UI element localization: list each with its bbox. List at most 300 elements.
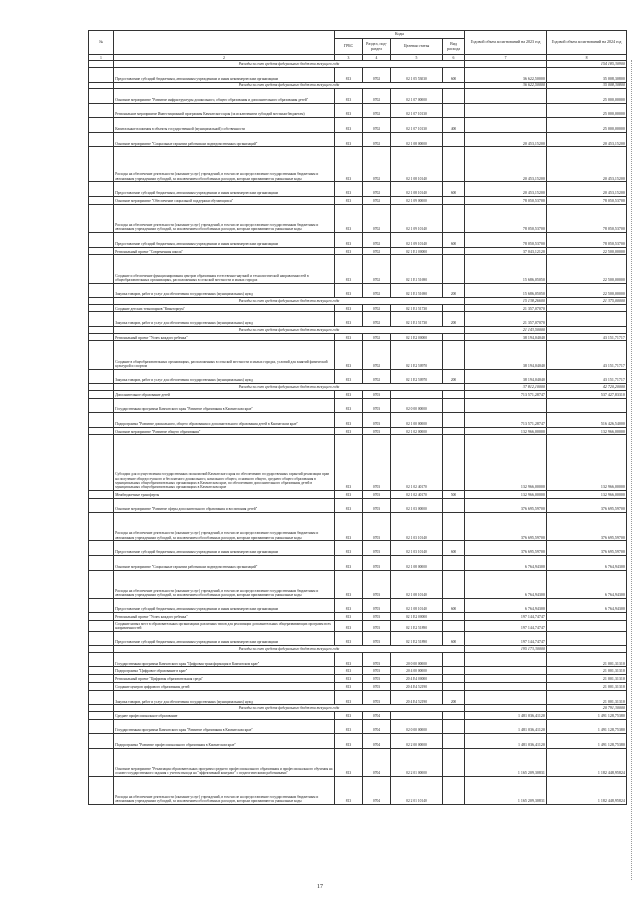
section-cell: 0703: [363, 690, 391, 705]
amount-2024-cell: [547, 327, 627, 334]
table-row: [89, 398, 627, 413]
target-article-cell: 02 1 08 00000: [391, 555, 443, 570]
grbs-cell: 813: [335, 196, 363, 204]
expense-kind-cell: [443, 777, 465, 805]
row-number-cell: [89, 490, 114, 498]
row-description: Расходы на обеспечение деятельности (оказание услуг) учреждений, в том числе на предоставление государственным бюджетным и автономным учреждениям субсидий, за исключением обособленных расходов, которым присваиваются уникальные коды: [114, 147, 335, 182]
target-article-cell: 02 0 00 00000: [391, 719, 443, 734]
row-number-cell: [89, 570, 114, 598]
amount-2023-cell: 38 194,04040: [465, 333, 547, 341]
table-row: [89, 204, 627, 232]
table-subtotal-row: [89, 327, 627, 334]
row-description: Основное мероприятие "Реализация образовательных программ среднего профессионального образования и профессионального обучения на основе государственного задания с учетом выхода на "эффективный контракт" с педагогическими работниками": [114, 748, 335, 776]
amount-2023-cell: 132 966,00000: [465, 490, 547, 498]
column-number: 5: [391, 55, 443, 61]
amount-2023-cell: 38 194,04040: [465, 341, 547, 369]
row-description: Предоставление субсидий бюджетным, автономным учреждениям и иным некоммерческим организациям: [114, 541, 335, 556]
expense-kind-cell: [443, 304, 465, 312]
target-article-cell: 02 1 E1 00000: [391, 247, 443, 255]
expense-kind-cell: [443, 333, 465, 341]
row-number-cell: [89, 427, 114, 435]
amount-2024-cell: 20 453,15200: [547, 182, 627, 197]
amount-2023-cell: [465, 705, 547, 712]
table-row: [89, 435, 627, 490]
section-cell: 0702: [363, 147, 391, 182]
target-article-cell: [391, 390, 443, 398]
table-subtotal-row: [89, 384, 627, 391]
target-article-cell: 02 0 00 00000: [391, 398, 443, 413]
header-vol-2024: Годовой объем ассигнований на 2024 год: [547, 31, 627, 55]
target-article-cell: 02 1 E2 00000: [391, 333, 443, 341]
section-cell: 0703: [363, 675, 391, 683]
amount-2024-cell: 1 182 448,95824: [547, 748, 627, 776]
row-number-cell: [89, 147, 114, 182]
section-cell: 0704: [363, 748, 391, 776]
amount-2023-cell: 1 165 209,30831: [465, 748, 547, 776]
target-article-cell: 02 2 01 10140: [391, 777, 443, 805]
row-number-cell: [89, 82, 114, 89]
amount-2023-cell: 1 165 209,30831: [465, 777, 547, 805]
grbs-cell: 813: [335, 118, 363, 133]
row-number-cell: [89, 333, 114, 341]
amount-2024-cell: 21 001,31310: [547, 667, 627, 675]
table-row: [89, 304, 627, 312]
row-description: Закупка товаров, работ и услуг для обеспечения государственных (муниципальных) нужд: [114, 312, 335, 327]
expense-kind-cell: [443, 398, 465, 413]
target-article-cell: 02 1 08 00000: [391, 132, 443, 147]
grbs-cell: 813: [335, 435, 363, 490]
header-vol-2023: Годовой объем ассигнований на 2023 год: [465, 31, 547, 55]
grbs-cell: 813: [335, 555, 363, 570]
grbs-cell: 813: [335, 498, 363, 513]
amount-2024-cell: 132 966,00000: [547, 490, 627, 498]
grbs-cell: 813: [335, 255, 363, 283]
row-description: Создание детских технопарков "Кванториум": [114, 304, 335, 312]
amount-2023-cell: 1 481 036,41120: [465, 711, 547, 719]
amount-2023-cell: [465, 690, 547, 705]
amount-2023-cell: 6 764,94300: [465, 555, 547, 570]
expense-kind-cell: [443, 413, 465, 428]
table-row: [89, 341, 627, 369]
section-cell: 0702: [363, 204, 391, 232]
section-cell: 0702: [363, 312, 391, 327]
grbs-cell: 813: [335, 89, 363, 104]
amount-2023-cell: 78 050,53700: [465, 196, 547, 204]
row-number-cell: [89, 555, 114, 570]
table-row: [89, 690, 627, 705]
amount-2024-cell: 1 491 128,75380: [547, 711, 627, 719]
section-cell: 0703: [363, 513, 391, 541]
amount-2023-cell: [465, 675, 547, 683]
row-number-cell: [89, 513, 114, 541]
amount-2024-cell: 376 695,59700: [547, 498, 627, 513]
grbs-cell: 813: [335, 67, 363, 82]
row-description: Субсидии для осуществления государственных полномочий Камчатского края по обеспечению государственных гарантий реализации прав на получение общедоступного и бесплатного дошкольного, начального общего, основного общего, среднего общего образования в муниципальных общеобразовательных организациях в Камчатском крае, по обеспечению дополнительного образования детей в муниципальных общеобразовательных организациях в Камчатском крае: [114, 435, 335, 490]
expense-kind-cell: [443, 390, 465, 398]
section-cell: 0703: [363, 498, 391, 513]
expense-kind-cell: [443, 711, 465, 719]
table-row: [89, 103, 627, 118]
target-article-cell: 02 1 07 00000: [391, 89, 443, 104]
amount-2023-cell: 132 966,00000: [465, 427, 547, 435]
expense-kind-cell: [443, 555, 465, 570]
target-article-cell: 02 1 09 10140: [391, 204, 443, 232]
table-subtotal-row: [89, 82, 627, 89]
row-description: Расходы на обеспечение деятельности (оказание услуг) учреждений, в том числе на предоставление государственным бюджетным и автономным учреждениям субсидий, за исключением обособленных расходов, которым присваиваются уникальные коды: [114, 204, 335, 232]
section-cell: 0703: [363, 427, 391, 435]
table-row: [89, 232, 627, 247]
row-number-cell: [89, 298, 114, 305]
section-cell: 0703: [363, 631, 391, 646]
amount-2024-cell: [547, 613, 627, 621]
table-subtotal-row: [89, 298, 627, 305]
row-description: Подпрограмма "Цифровое образование в крае": [114, 667, 335, 675]
expense-kind-cell: 600: [443, 67, 465, 82]
expense-kind-cell: 200: [443, 690, 465, 705]
expense-kind-cell: 200: [443, 283, 465, 298]
row-number-cell: [89, 118, 114, 133]
expense-kind-cell: 500: [443, 490, 465, 498]
row-number-cell: [89, 67, 114, 82]
target-article-cell: 02 1 E1 51730: [391, 304, 443, 312]
row-description: Предоставление субсидий бюджетным, автономным учреждениям и иным некоммерческим организациям: [114, 598, 335, 613]
row-number-cell: [89, 247, 114, 255]
subtotal-label: Расходы за счет средств федерального бюджета текущего года: [114, 384, 465, 391]
amount-2024-cell: 35 008,30800: [547, 67, 627, 82]
row-number-cell: [89, 312, 114, 327]
row-number-cell: [89, 652, 114, 667]
table-row: [89, 682, 627, 690]
row-description: Межбюджетные трансферты: [114, 490, 335, 498]
grbs-cell: 813: [335, 570, 363, 598]
grbs-cell: 813: [335, 719, 363, 734]
row-number-cell: [89, 613, 114, 621]
row-number-cell: [89, 646, 114, 653]
table-subtotal-row: [89, 646, 627, 653]
amount-2024-cell: [547, 312, 627, 327]
expense-kind-cell: 200: [443, 369, 465, 384]
target-article-cell: 20 4 E4 52190: [391, 682, 443, 690]
row-description: Создание новых мест в образовательных организациях различных типов для реализации дополнительных общеразвивающих программ всех направленностей: [114, 621, 335, 632]
table-row: [89, 283, 627, 298]
row-description: Предоставление субсидий бюджетным, автономным учреждениям и иным некоммерческим организациям: [114, 182, 335, 197]
grbs-cell: 813: [335, 667, 363, 675]
row-number-cell: [89, 327, 114, 334]
table-row: [89, 748, 627, 776]
expense-kind-cell: [443, 513, 465, 541]
table-row: [89, 667, 627, 675]
amount-2023-cell: [465, 398, 547, 413]
section-cell: 0702: [363, 283, 391, 298]
row-number-cell: [89, 690, 114, 705]
table-row: [89, 498, 627, 513]
section-cell: 0703: [363, 435, 391, 490]
amount-2024-cell: 43 151,71717: [547, 369, 627, 384]
row-description: Государственная программа Камчатского края "Развитие образования в Камчатском крае": [114, 719, 335, 734]
amount-2023-cell: 37 812,10000: [465, 384, 547, 391]
amount-2024-cell: 154 185,30900: [547, 61, 627, 68]
section-cell: 0704: [363, 734, 391, 749]
row-number-cell: [89, 748, 114, 776]
header-target: Целевая статья: [391, 39, 443, 55]
row-description: Создание и обеспечение функционирования центров образования естественно-научной и технологической направленностей в общеобразовательных организациях, расположенных в сельской местности и малых городах: [114, 255, 335, 283]
header-name: [114, 31, 335, 55]
row-description: Капитальные вложения в объекты государственной (муниципальной) собственности: [114, 118, 335, 133]
section-cell: 0702: [363, 132, 391, 147]
expense-kind-cell: 600: [443, 232, 465, 247]
amount-2023-cell: [465, 61, 547, 68]
table-row: [89, 427, 627, 435]
grbs-cell: 813: [335, 232, 363, 247]
table-row: [89, 777, 627, 805]
amount-2024-cell: 376 695,59700: [547, 541, 627, 556]
subtotal-label: Расходы за счет средств федерального бюджета текущего года: [114, 646, 465, 653]
scan-edge-shadow: [631, 60, 633, 880]
table-row: [89, 413, 627, 428]
table-row: [89, 555, 627, 570]
amount-2023-cell: 376 695,59700: [465, 498, 547, 513]
target-article-cell: 02 1 08 10140: [391, 598, 443, 613]
amount-2024-cell: 21 001,31310: [547, 682, 627, 690]
row-number-cell: [89, 232, 114, 247]
row-description: Региональный проект "Современная школа": [114, 247, 335, 255]
section-cell: 0703: [363, 555, 391, 570]
amount-2024-cell: 1 491 128,75380: [547, 719, 627, 734]
amount-2024-cell: 20 791,30000: [547, 705, 627, 712]
table-row: [89, 147, 627, 182]
expense-kind-cell: [443, 613, 465, 621]
grbs-cell: 813: [335, 621, 363, 632]
amount-2024-cell: 1 491 128,75380: [547, 734, 627, 749]
target-article-cell: 02 1 05 53030: [391, 67, 443, 82]
row-number-cell: [89, 631, 114, 646]
amount-2023-cell: [465, 667, 547, 675]
amount-2024-cell: 42 720,20000: [547, 384, 627, 391]
row-description: Расходы на обеспечение деятельности (оказание услуг) учреждений, в том числе на предоставление государственным бюджетным и автономным учреждениям субсидий, за исключением обособленных расходов, которым присваиваются уникальные коды: [114, 570, 335, 598]
grbs-cell: 813: [335, 690, 363, 705]
table-row: [89, 369, 627, 384]
row-number-cell: [89, 61, 114, 68]
section-cell: 0702: [363, 103, 391, 118]
row-description: Закупка товаров, работ и услуг для обеспечения государственных (муниципальных) нужд: [114, 690, 335, 705]
row-description: Региональный проект "Успех каждого ребенка": [114, 333, 335, 341]
section-cell: 0703: [363, 613, 391, 621]
target-article-cell: [391, 711, 443, 719]
amount-2024-cell: 21 001,31310: [547, 675, 627, 683]
table-row: [89, 89, 627, 104]
amount-2024-cell: 20 453,15200: [547, 132, 627, 147]
amount-2024-cell: 78 050,53700: [547, 204, 627, 232]
row-number-cell: [89, 413, 114, 428]
amount-2023-cell: 713 571,28747: [465, 390, 547, 398]
row-description: Предоставление субсидий бюджетным, автономным учреждениям и иным некоммерческим организациям: [114, 631, 335, 646]
section-cell: 0703: [363, 570, 391, 598]
amount-2024-cell: 6 764,94300: [547, 570, 627, 598]
section-cell: 0702: [363, 67, 391, 82]
row-number-cell: [89, 390, 114, 398]
amount-2024-cell: 537 427,83310: [547, 390, 627, 398]
expense-kind-cell: [443, 652, 465, 667]
target-article-cell: 02 1 02 40170: [391, 435, 443, 490]
grbs-cell: 813: [335, 147, 363, 182]
amount-2024-cell: 25 000,00000: [547, 89, 627, 104]
section-cell: 0702: [363, 196, 391, 204]
amount-2023-cell: 36 622,50000: [465, 67, 547, 82]
row-description: Предоставление субсидий бюджетным, автономным учреждениям и иным некоммерческим организациям: [114, 67, 335, 82]
amount-2024-cell: [547, 621, 627, 632]
grbs-cell: 813: [335, 341, 363, 369]
amount-2023-cell: 713 571,28747: [465, 413, 547, 428]
row-number-cell: [89, 682, 114, 690]
row-number-cell: [89, 369, 114, 384]
table-row: [89, 598, 627, 613]
target-article-cell: 20 4 E4 00000: [391, 675, 443, 683]
column-number: 8: [547, 55, 627, 61]
subtotal-label: Расходы за счет средств федерального бюджета текущего года: [114, 705, 465, 712]
amount-2024-cell: 43 151,71717: [547, 333, 627, 341]
target-article-cell: 02 1 E2 50970: [391, 341, 443, 369]
section-cell: 0703: [363, 490, 391, 498]
table-row: [89, 196, 627, 204]
target-article-cell: 20 4 E4 52190: [391, 690, 443, 705]
budget-table-sheet: [88, 30, 626, 805]
table-row: [89, 613, 627, 621]
table-row: [89, 67, 627, 82]
row-description: Основное мероприятие "Развитие общего образования": [114, 427, 335, 435]
expense-kind-cell: [443, 247, 465, 255]
table-row: [89, 247, 627, 255]
row-number-cell: [89, 204, 114, 232]
amount-2024-cell: 21 375,00000: [547, 298, 627, 305]
amount-2023-cell: 36 622,50000: [465, 82, 547, 89]
row-number-cell: [89, 103, 114, 118]
grbs-cell: 813: [335, 513, 363, 541]
amount-2023-cell: 78 050,53700: [465, 232, 547, 247]
expense-kind-cell: [443, 498, 465, 513]
amount-2023-cell: 20 453,15200: [465, 147, 547, 182]
amount-2023-cell: 1 481 036,41120: [465, 734, 547, 749]
row-description: Закупка товаров, работ и услуг для обеспечения государственных (муниципальных) нужд: [114, 369, 335, 384]
target-article-cell: 02 1 09 00000: [391, 196, 443, 204]
grbs-cell: 813: [335, 182, 363, 197]
grbs-cell: 813: [335, 333, 363, 341]
row-description: Расходы на обеспечение деятельности (оказание услуг) учреждений, в том числе на предоставление государственным бюджетным и автономным учреждениям субсидий, за исключением обособленных расходов, которым присваиваются уникальные коды: [114, 777, 335, 805]
expense-kind-cell: [443, 675, 465, 683]
grbs-cell: 813: [335, 304, 363, 312]
page-number: 17: [317, 884, 323, 890]
amount-2024-cell: [547, 646, 627, 653]
expense-kind-cell: [443, 734, 465, 749]
expense-kind-cell: [443, 132, 465, 147]
target-article-cell: 02 1 E2 50970: [391, 369, 443, 384]
row-number-cell: [89, 182, 114, 197]
section-cell: 0702: [363, 341, 391, 369]
amount-2023-cell: [465, 652, 547, 667]
row-description: Предоставление субсидий бюджетным, автономным учреждениям и иным некоммерческим организациям: [114, 232, 335, 247]
amount-2023-cell: 15 686,05050: [465, 283, 547, 298]
column-number: 6: [443, 55, 465, 61]
amount-2024-cell: 43 151,71717: [547, 341, 627, 369]
section-cell: 0702: [363, 182, 391, 197]
amount-2023-cell: 197 144,74747: [465, 631, 547, 646]
target-article-cell: 02 1 E2 51890: [391, 621, 443, 632]
expense-kind-cell: [443, 570, 465, 598]
grbs-cell: 813: [335, 631, 363, 646]
target-article-cell: 02 1 E2 51890: [391, 631, 443, 646]
target-article-cell: 02 1 E1 51690: [391, 283, 443, 298]
grbs-cell: 813: [335, 398, 363, 413]
amount-2024-cell: 376 695,59700: [547, 513, 627, 541]
table-row: [89, 312, 627, 327]
row-description: Подпрограмма "Развитие профессионального образования в Камчатском крае": [114, 734, 335, 749]
expense-kind-cell: [443, 103, 465, 118]
table-row: [89, 132, 627, 147]
grbs-cell: 813: [335, 390, 363, 398]
row-number-cell: [89, 621, 114, 632]
amount-2023-cell: 6 764,94300: [465, 570, 547, 598]
section-cell: 0704: [363, 719, 391, 734]
amount-2024-cell: 516 426,54000: [547, 413, 627, 428]
row-number-cell: [89, 435, 114, 490]
column-number: 1: [89, 55, 114, 61]
row-number-cell: [89, 283, 114, 298]
subtotal-label: Расходы за счет средств федерального бюджета текущего года: [114, 61, 465, 68]
header-grbs: ГРБС: [335, 39, 363, 55]
grbs-cell: 813: [335, 652, 363, 667]
row-description: Основное мероприятие "Развитие сферы дополнительного образования и воспитания детей": [114, 498, 335, 513]
row-description: Государственная программа Камчатского края "Развитие образования в Камчатском крае": [114, 398, 335, 413]
table-row: [89, 182, 627, 197]
row-description: Государственная программа Камчатского края "Цифровая трансформация в Камчатском крае": [114, 652, 335, 667]
row-description: Региональный проект "Успех каждого ребенка": [114, 613, 335, 621]
amount-2023-cell: 1 481 036,41120: [465, 719, 547, 734]
row-number-cell: [89, 255, 114, 283]
section-cell: 0702: [363, 247, 391, 255]
row-number-cell: [89, 498, 114, 513]
section-cell: 0703: [363, 682, 391, 690]
amount-2024-cell: [547, 398, 627, 413]
grbs-cell: 813: [335, 734, 363, 749]
target-article-cell: 02 1 E1 51730: [391, 312, 443, 327]
amount-2023-cell: [465, 682, 547, 690]
column-number: 7: [465, 55, 547, 61]
amount-2024-cell: 6 764,94300: [547, 598, 627, 613]
amount-2024-cell: 21 001,31310: [547, 652, 627, 667]
table-row: [89, 490, 627, 498]
expense-kind-cell: [443, 196, 465, 204]
amount-2024-cell: 25 000,00000: [547, 118, 627, 133]
table-row: [89, 621, 627, 632]
expense-kind-cell: [443, 621, 465, 632]
amount-2024-cell: 25 000,00000: [547, 103, 627, 118]
amount-2024-cell: [547, 304, 627, 312]
subtotal-label: Расходы за счет средств федерального бюджета текущего года: [114, 82, 465, 89]
section-cell: 0702: [363, 89, 391, 104]
target-article-cell: 20 0 00 00000: [391, 652, 443, 667]
row-description: Подпрограмма "Развитие дошкольного, общего образования и дополнительного образования детей в Камчатском крае": [114, 413, 335, 428]
section-cell: 0702: [363, 118, 391, 133]
row-description: Региональный проект "Цифровая образовательная среда": [114, 675, 335, 683]
subtotal-label: Расходы за счет средств федерального бюджета текущего года: [114, 327, 465, 334]
row-number-cell: [89, 541, 114, 556]
row-number-cell: [89, 719, 114, 734]
column-number: 2: [114, 55, 335, 61]
amount-2024-cell: 21 001,31310: [547, 690, 627, 705]
amount-2024-cell: 1 182 448,95824: [547, 777, 627, 805]
section-cell: 0703: [363, 621, 391, 632]
table-row: [89, 631, 627, 646]
amount-2023-cell: 20 453,15200: [465, 182, 547, 197]
